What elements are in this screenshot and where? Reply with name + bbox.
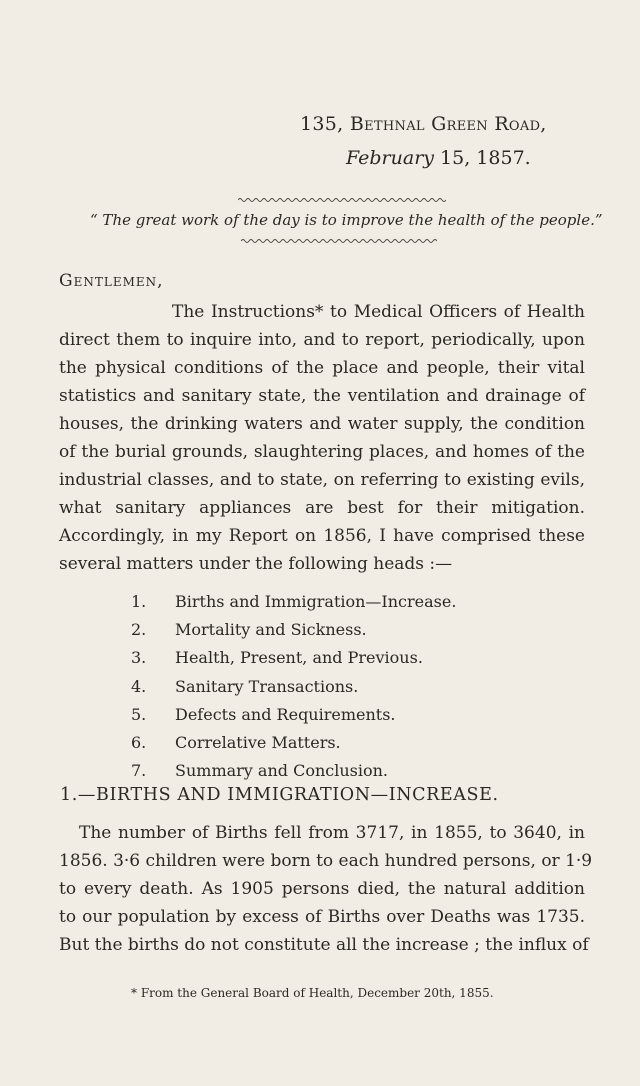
list-item: [131, 757, 456, 785]
paragraph-line: The number of Births fell from 3717, in 1855, to 3640, in: [79, 823, 585, 843]
list-item-text: Mortality and Sickness.: [175, 620, 367, 640]
date-day-year: 15, 1857.: [434, 147, 531, 169]
date-line: [346, 147, 531, 169]
list-item-text: Births and Immigration—Increase.: [175, 592, 457, 611]
list-item-text: Defects and Requirements.: [175, 704, 396, 724]
list-item-text: Health, Present, and Previous.: [175, 648, 423, 668]
address-street: Bethnal Green Road,: [349, 113, 547, 135]
list-item-text: Summary and Conclusion.: [175, 761, 389, 781]
paragraph-line: houses, the drinking waters and water supply, the condition: [59, 414, 585, 434]
list-item-number: 2.: [131, 620, 147, 640]
list-item-number: 1.: [131, 592, 147, 611]
paragraph-line: statistics and sanitary state, the ventilation and drainage of: [59, 386, 585, 406]
list-item: [131, 729, 456, 757]
paragraph-line: industrial classes, and to state, on referring to existing evils,: [59, 470, 585, 490]
paragraph-line: several matters under the following heads :—: [59, 554, 453, 574]
paragraph-line: But the births do not constitute all the increase ; the influx of: [59, 935, 589, 955]
date-month: February: [346, 147, 435, 169]
paragraph-line: to our population by excess of Births over Deaths was 1735.: [59, 907, 585, 927]
motto: “ The great work of the day is to improve the health of the people.”: [90, 211, 603, 229]
paragraph-line: what sanitary appliances are best for their mitigation.: [59, 498, 585, 518]
paragraph-line: 1856. 3·6 children were born to each hundred persons, or 1·9: [59, 851, 593, 871]
paragraph-line: The Instructions* to Medical Officers of Health: [172, 302, 585, 322]
list-item-number: 6.: [131, 732, 147, 752]
list-item-number: 5.: [131, 704, 147, 724]
list-item-text: Correlative Matters.: [175, 732, 341, 752]
paragraph-line: the physical conditions of the place and people, their vital: [59, 358, 585, 378]
list-item-text: Sanitary Transactions.: [175, 676, 359, 696]
list-item: [131, 616, 456, 644]
list-item-number: 4.: [131, 676, 147, 696]
ornamental-rule-top: [238, 197, 446, 203]
paragraph-instructions: [59, 298, 585, 578]
wavy-line-path: [238, 199, 446, 202]
paragraph-line: Accordingly, in my Report on 1856, I have comprised these: [59, 526, 585, 546]
address-number: 135,: [300, 113, 344, 135]
paragraph-births: [59, 819, 593, 959]
heads-list: [131, 588, 456, 785]
list-item-number: 7.: [131, 761, 147, 781]
paragraph-line: to every death. As 1905 persons died, the natural addition: [59, 879, 585, 899]
ornamental-rule-bottom: [241, 238, 437, 244]
list-item: [131, 588, 456, 616]
section-heading: 1.—BIRTHS AND IMMIGRATION—INCREASE.: [60, 785, 499, 805]
list-item: [131, 644, 456, 672]
wavy-line-path: [241, 240, 437, 243]
address-line: [300, 113, 547, 135]
list-item: [131, 701, 456, 729]
salutation: Gentlemen,: [59, 271, 164, 291]
footnote: * From the General Board of Health, December 20th, 1855.: [131, 986, 494, 1000]
paragraph-line: direct them to inquire into, and to report, periodically, upon: [59, 330, 585, 350]
list-item-number: 3.: [131, 648, 147, 668]
list-item: [131, 673, 456, 701]
paragraph-line: of the burial grounds, slaughtering places, and homes of the: [59, 442, 585, 462]
